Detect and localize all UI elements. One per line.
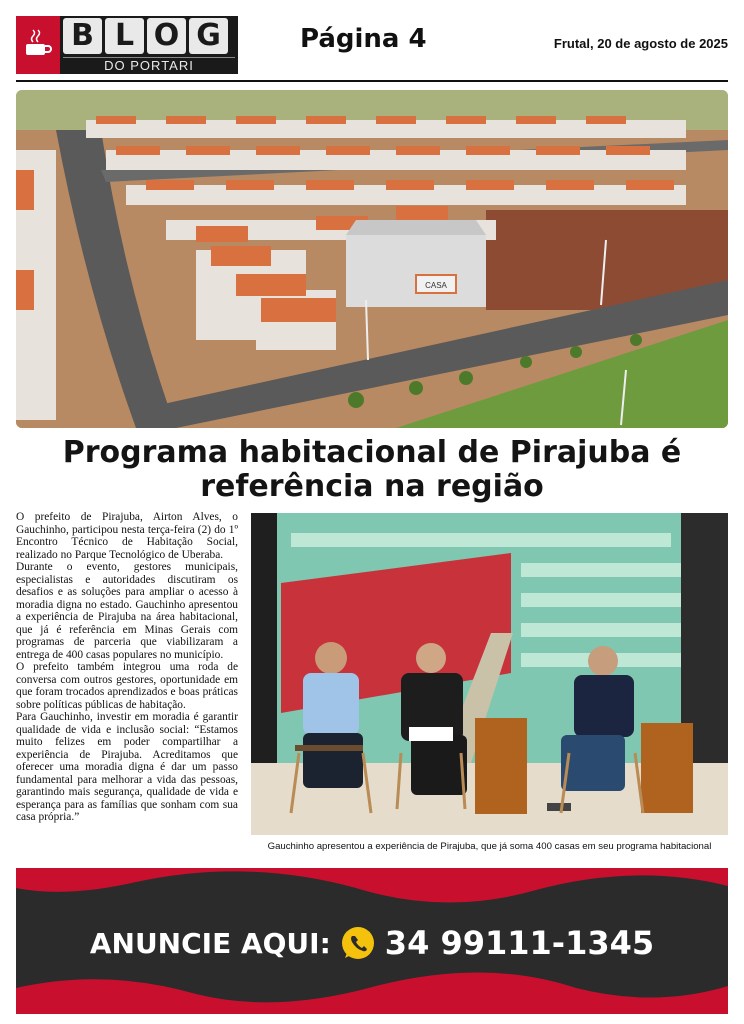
advertisement-banner[interactable] <box>16 868 728 1014</box>
logo-letter-b: B <box>63 18 102 54</box>
ad-phone-number: 34 99111-1345 <box>384 924 655 962</box>
coffee-cup-icon <box>16 16 60 74</box>
blog-logo <box>16 16 238 74</box>
whatsapp-icon <box>339 924 377 962</box>
photo-caption: Gauchinho apresentou a experiência de Pirajuba, que já soma 400 casas em seu programa habitacional <box>267 841 712 852</box>
ad-label: ANUNCIE AQUI: <box>89 926 331 960</box>
article-headline <box>16 436 728 504</box>
headline-line-2: referência na região <box>200 469 544 504</box>
logo-letter-o: O <box>147 18 186 54</box>
ad-contact-row <box>16 922 728 964</box>
edition-date: Frutal, 20 de agosto de 2025 <box>553 36 728 51</box>
article-paragraph: Durante o evento, gestores municipais, especialistas e autoridades discutiram os desafios e as soluções para ampliar o acesso à moradia digna no estado. Gauchinho apresentou a experiência de Pirajuba na área habitacional, que já é referência em Minas Gerais com programas de parceria que viabilizaram a entrega de 400 casas populares no município. <box>16 561 238 661</box>
article-body <box>16 511 238 824</box>
logo-letter-g: G <box>189 18 228 54</box>
event-panel-photo <box>251 513 728 835</box>
building-sign-text: CASA <box>425 281 447 290</box>
article-paragraph: Para Gauchinho, investir em moradia é garantir qualidade de vida e inclusão social: “Estamos muito felizes em poder compartilhar a experiência de Pirajuba. Acreditamos que oferecer uma moradia digna é dar um passo fundamental para melhorar a vida das pessoas, garantindo mais segurança, qualidade de vida e esperança para as famílias que sonham com sua casa própria.” <box>16 711 238 823</box>
article-paragraph: O prefeito também integrou uma roda de conversa com outros gestores, oportunidade em que foram trocados aprendizados e boas práticas sobre políticas públicas de habitação. <box>16 661 238 711</box>
logo-subtitle: DO PORTARI <box>63 57 235 73</box>
housing-aerial-photo <box>16 90 728 428</box>
header-divider <box>16 80 728 82</box>
article-paragraph: O prefeito de Pirajuba, Airton Alves, o Gauchinho, participou nesta terça-feira (2) do 1º Encontro Técnico de Habitação Social, realizado no Parque Tecnológico de Uberaba. <box>16 511 238 561</box>
page-number: Página 4 <box>300 24 427 54</box>
headline-line-1: Programa habitacional de Pirajuba é <box>62 435 682 470</box>
logo-letter-l: L <box>105 18 144 54</box>
